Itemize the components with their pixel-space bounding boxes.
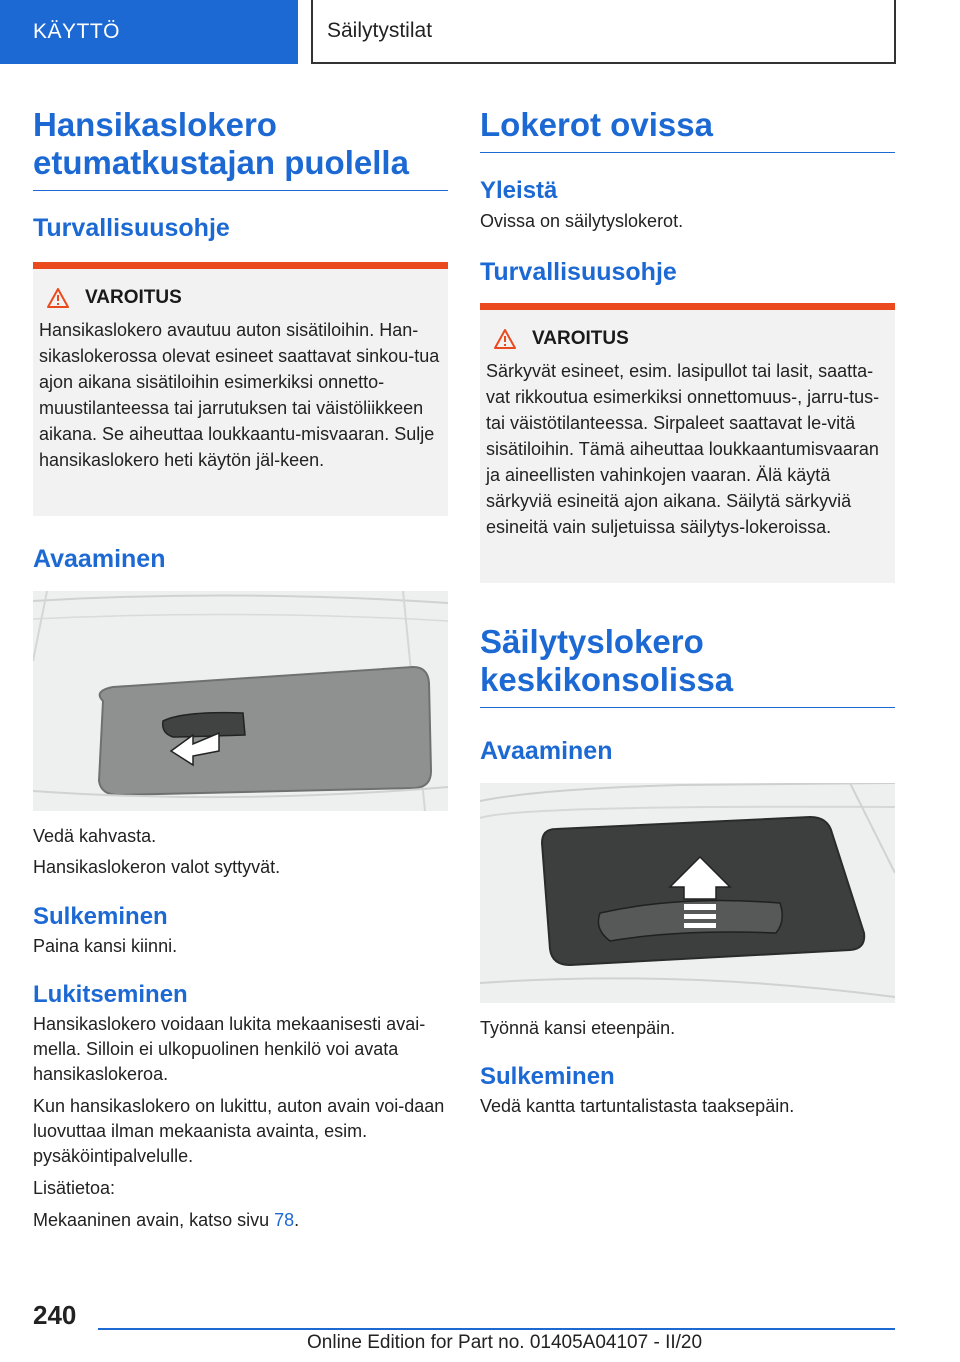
general-heading: Yleistä — [480, 177, 558, 204]
warning-box — [33, 262, 448, 516]
glovebox-photo — [33, 591, 448, 811]
right-column — [480, 100, 895, 1119]
chapter-label: Säilytystilat — [327, 19, 433, 42]
console-photo — [480, 783, 895, 1003]
warning-header-right — [486, 328, 887, 350]
glovebox-title: Hansikaslokero etumatkustajan puolella — [33, 106, 448, 191]
console-compartment-title: Säilytyslokero keskikonsolissa — [480, 623, 895, 708]
footer-divider — [98, 1328, 895, 1330]
closing-text-right: Vedä kantta tartuntalistasta taaksepäin. — [480, 1096, 795, 1116]
closing-text: Paina kansi kiinni. — [33, 936, 178, 956]
page-link-78[interactable]: 78 — [274, 1210, 295, 1230]
warning-header — [39, 287, 440, 309]
general-text: Ovissa on säilytyslokerot. — [480, 211, 684, 231]
warning-box-right — [480, 303, 895, 583]
opening-text-1: Vedä kahvasta. — [33, 826, 157, 846]
door-compartments-title: Lokerot ovissa — [480, 106, 895, 153]
warning-text: Hansikaslokero avautuu auton sisätiloihin. Han-sikaslokerossa olevat esineet saattavat sinkou-tua ajon aikana sisätiloihin esimerkiksi onnetto-muustilanteessa tai jarrutuksen tai väistöliikkeen aikana. Se aiheuttaa loukkaantu-misvaaran. Sulje hansikaslokero heti käytön jäl-keen. — [39, 320, 440, 470]
edition-text: Online Edition for Part no. 01405A04107 - II/20 — [307, 1332, 703, 1353]
section-tab[interactable] — [0, 0, 298, 64]
closing-heading-right: Sulkeminen — [480, 1063, 615, 1090]
key-reference-text: Mekaaninen avain, katso sivu — [33, 1210, 275, 1230]
closing-heading: Sulkeminen — [33, 903, 168, 930]
warning-label: VAROITUS — [85, 287, 182, 308]
key-reference — [33, 1208, 448, 1233]
opening-heading-right: Avaaminen — [480, 737, 613, 765]
safety-heading-right: Turvallisuusohje — [480, 258, 677, 286]
locking-text-2: Kun hansikaslokero on lukittu, auton avain voi-daan luovuttaa ilman mekaanista avainta, esim. pysäköintipalvelulle. — [33, 1096, 445, 1166]
page-number: 240 — [33, 1300, 77, 1330]
opening-text-2: Hansikaslokeron valot syttyvät. — [33, 857, 281, 877]
safety-heading: Turvallisuusohje — [33, 214, 230, 242]
left-column — [33, 100, 448, 1233]
opening-text-right: Työnnä kansi eteenpäin. — [480, 1018, 676, 1038]
key-reference-period: . — [294, 1210, 300, 1230]
chapter-tab — [311, 0, 896, 64]
more-info-label: Lisätietoa: — [33, 1178, 116, 1198]
warning-text-right: Särkyvät esineet, esim. lasipullot tai lasit, saatta-vat rikkoutua esimerkiksi onnettomuus-, jarru-tus- tai väistötilanteessa. Sirpaleet saattavat le-vitä sisätiloihin. Tämä aiheuttaa loukkaantumisvaaran ja aineellisten vahinkojen vaaran. Älä käytä särkyviä esineitä ajon aikana. Säilytä särkyviä esineitä vain suljetuissa säilytys-lokeroissa. — [486, 361, 880, 537]
locking-text-1: Hansikaslokero voidaan lukita mekaanisesti avai-mella. Silloin ei ulkopuolinen henkilö voi avata hansikaslokeroa. — [33, 1014, 426, 1084]
warning-triangle-icon — [494, 329, 516, 349]
warning-triangle-icon — [47, 288, 69, 308]
top-bar — [0, 0, 960, 66]
section-label: KÄYTTÖ — [33, 20, 121, 43]
locking-heading: Lukitseminen — [33, 981, 188, 1008]
opening-heading: Avaaminen — [33, 545, 166, 573]
warning-label-right: VAROITUS — [532, 328, 629, 349]
